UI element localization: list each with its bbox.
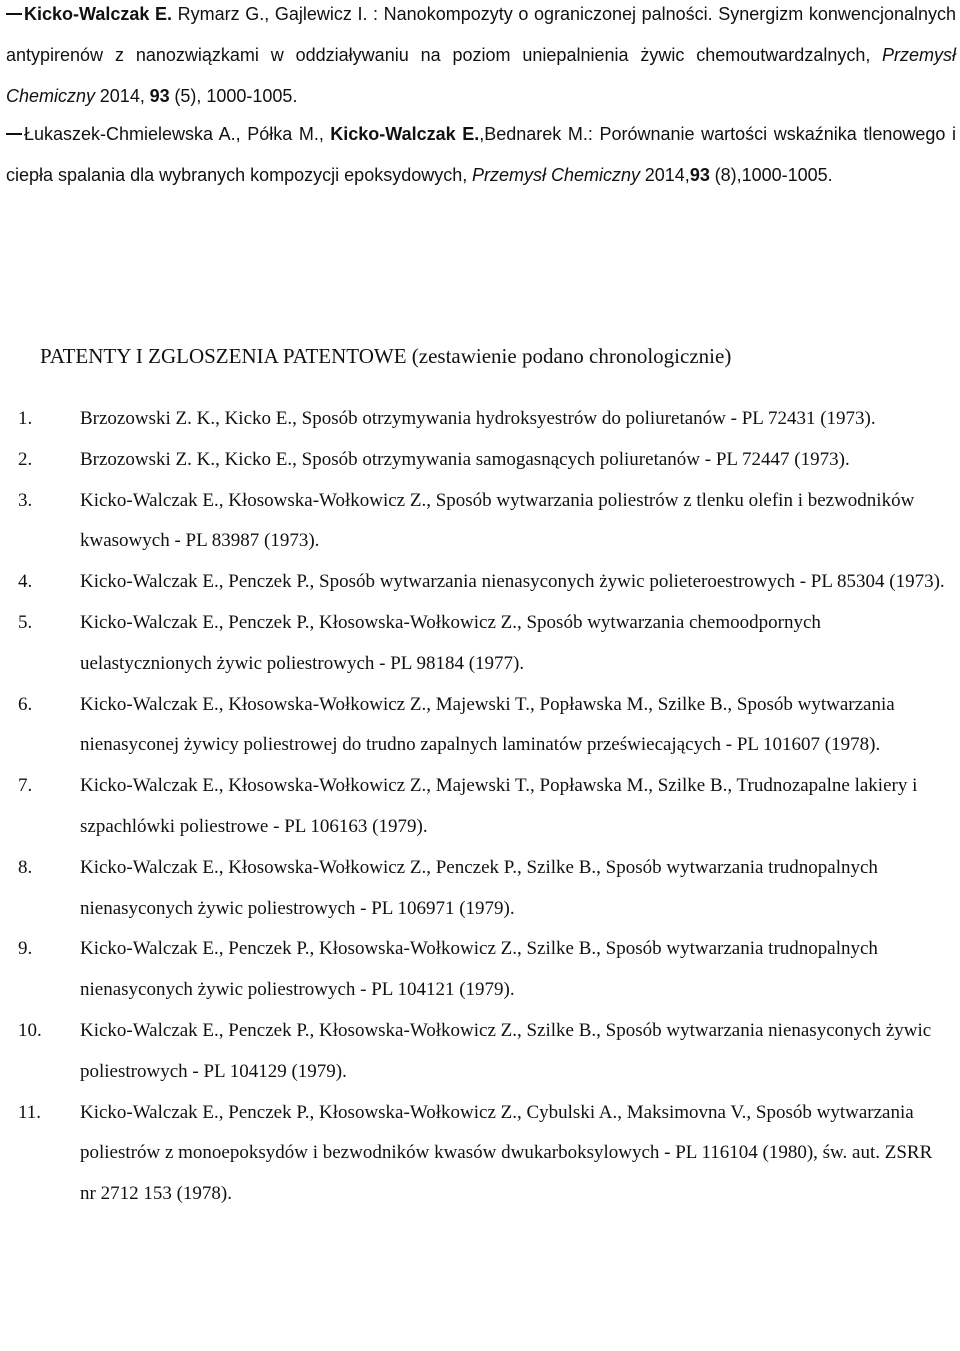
reference-author-bold: Kicko-Walczak E. (24, 4, 172, 24)
reference-journal: Przemysł Chemiczny (6, 45, 957, 106)
patent-number: 9. (18, 938, 33, 960)
patent-text: Kicko-Walczak E., Penczek P., Kłosowska-Wołkowicz Z., Szilke B., Sposób wytwarzania trudnopalnych nienasyconych żywic poliestrowych - PL 104121 (1979). (80, 938, 878, 1001)
reference-year: 2014, (644, 165, 690, 185)
patent-text: Kicko-Walczak E., Kłosowska-Wołkowicz Z., Sposób wytwarzania poliestrów z tlenku olefin i bezwodników kwasowych - PL 83987 (1973). (80, 489, 915, 552)
patent-text: Kicko-Walczak E., Penczek P., Kłosowska-Wołkowicz Z., Szilke B., Sposób wytwarzania nienasyconych żywic poliestrowych - PL 104129 (1979). (80, 1019, 932, 1082)
patent-item (0, 929, 950, 1011)
reference-author: ,Bednarek M. (479, 124, 588, 144)
reference-author-bold: Kicko-Walczak E. (330, 124, 480, 144)
patent-item (0, 440, 950, 481)
patent-text: Kicko-Walczak E., Kłosowska-Wołkowicz Z., Majewski T., Popławska M., Szilke B., Trudnozapalne lakiery i szpachlówki poliestrowe - PL 106163 (1979). (80, 775, 918, 837)
patent-item (0, 603, 950, 685)
patent-number: 7. (18, 775, 33, 797)
reference-pages: (8),1000-1005. (714, 165, 833, 185)
patent-number: 10. (18, 1019, 42, 1041)
reference-journal: Przemysł Chemiczny (471, 165, 641, 185)
patent-number: 11. (18, 1101, 42, 1123)
reference-volume: 93 (689, 165, 710, 185)
patent-item (0, 685, 950, 767)
patent-number: 8. (18, 856, 33, 878)
patent-item (0, 399, 950, 440)
patent-text: Kicko-Walczak E., Penczek P., Kłosowska-Wołkowicz Z., Sposób wytwarzania chemoodpornych uelastycznionych żywic poliestrowych - PL 98184 (1977). (80, 611, 821, 674)
reference-1 (6, 0, 956, 117)
bullet-dash (6, 133, 22, 135)
reference-year: 2014, (99, 86, 145, 106)
patent-text: Kicko-Walczak E., Kłosowska-Wołkowicz Z., Majewski T., Popławska M., Szilke B., Sposób wytwarzania nienasyconej żywicy poliestrowej do trudno zapalnych laminatów przeświecających - PL 101607 (1978). (80, 693, 895, 756)
patent-item (0, 481, 950, 563)
patent-number: 3. (18, 489, 33, 511)
patent-item (0, 766, 950, 848)
patent-number: 1. (18, 408, 33, 429)
patent-text: Brzozowski Z. K., Kicko E., Sposób otrzymywania hydroksyestrów do poliuretanów - PL 72431 (1973). (80, 408, 876, 429)
patent-item (0, 1011, 950, 1093)
reference-volume: 93 (149, 86, 170, 106)
patent-item (0, 848, 950, 930)
reference-authors: Łukaszek-Chmielewska A., Półka M., (24, 124, 324, 144)
section-title: PATENTY I ZGLOSZENIA PATENTOWE (zestawienie podano chronologicznie) (40, 344, 732, 368)
patent-item (0, 562, 950, 603)
patent-list (0, 399, 960, 1215)
reference-2 (6, 114, 956, 196)
reference-pages: (5), 1000-1005. (174, 86, 298, 106)
patent-text: Kicko-Walczak E., Penczek P., Sposób wytwarzania nienasyconych żywic polieteroestrowych - PL 85304 (1973). (80, 571, 945, 593)
patent-text: Brzozowski Z. K., Kicko E., Sposób otrzymywania samogasnących poliuretanów - PL 72447 (1973). (80, 448, 850, 470)
reference-authors: Rymarz G., Gajlewicz I. : Nanokompozyty o ograniczonej palności. Synergizm konwencjonalnych antypirenów z nanozwiązkami w oddziaływaniu na poziom uniepalnienia żywic chemoutwardzalnych, (6, 4, 956, 65)
patent-number: 2. (18, 448, 33, 470)
patent-text: Kicko-Walczak E., Kłosowska-Wołkowicz Z., Penczek P., Szilke B., Sposób wytwarzania trudnopalnych nienasyconych żywic poliestrowych - PL 106971 (1979). (80, 856, 878, 919)
patent-number: 6. (18, 693, 33, 715)
reference-title: : Porównanie wartości wskaźnika tlenowego i ciepła spalania dla wybranych kompozycji epoksydowych, (6, 124, 956, 185)
patent-item (0, 1093, 950, 1215)
patent-number: 4. (18, 571, 33, 593)
bullet-dash (6, 13, 22, 15)
patent-text: Kicko-Walczak E., Penczek P., Kłosowska-Wołkowicz Z., Cybulski A., Maksimovna V., Sposób wytwarzania poliestrów z monoepoksydów i bezwodników kwasów dwukarboksylowych - PL 116104 (1980), św. aut. ZSRR nr 2712 153 (1978). (80, 1101, 933, 1205)
patent-number: 5. (18, 611, 33, 633)
